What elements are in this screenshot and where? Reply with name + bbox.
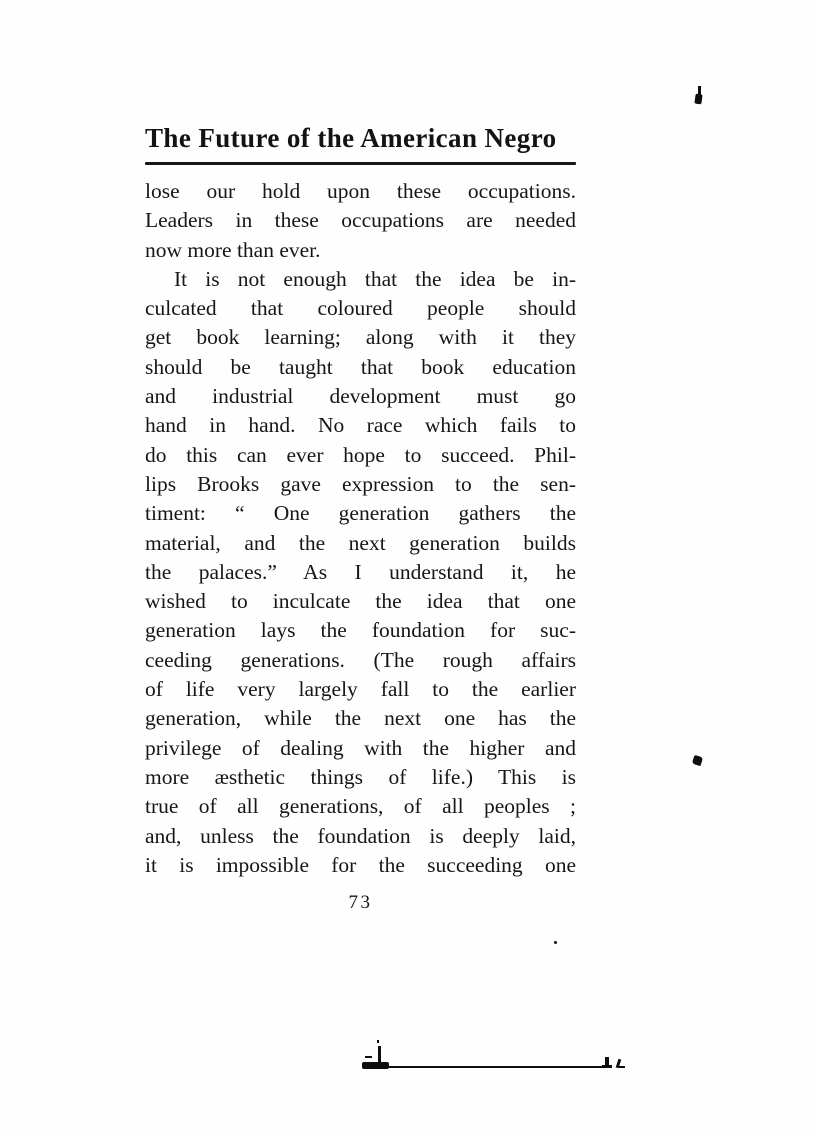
text-line: generation, while the next one has the — [145, 706, 576, 731]
text-line: the palaces.” As I understand it, he — [145, 559, 576, 584]
text-line: generation lays the foundation for suc- — [145, 618, 576, 643]
text-line: Leaders in these occupations are needed — [145, 208, 576, 233]
header-rule — [145, 162, 576, 165]
page-number: 73 — [348, 892, 373, 914]
text-line: material, and the next generation builds — [145, 530, 576, 555]
body-text — [145, 177, 576, 880]
text-line: and, unless the foundation is deeply laid, — [145, 823, 576, 848]
ink-mark-top-right-blob — [694, 94, 702, 105]
text-line: get book learning; along with it they — [145, 325, 576, 350]
text-line: now more than ever. — [145, 237, 321, 262]
text-line: and industrial development must go — [145, 384, 576, 409]
text-line: of life very largely fall to the earlier — [145, 677, 576, 702]
text-line: timent: “ One generation gathers the — [145, 501, 576, 526]
ink-dot-below-page-number — [554, 941, 557, 944]
stray-mark-left-dash — [365, 1056, 372, 1058]
text-line: hand in hand. No race which fails to — [145, 413, 576, 438]
text-line: ceeding generations. (The rough affairs — [145, 647, 576, 672]
text-line: culcated that coloured people should — [145, 296, 576, 321]
text-line: lose our hold upon these occupations. — [145, 179, 576, 203]
stray-mark-right-squiggle-foot — [619, 1066, 625, 1068]
text-line: privilege of dealing with the higher and — [145, 735, 576, 760]
text-block — [145, 123, 576, 914]
stray-underline-bottom — [372, 1066, 612, 1068]
text-line: it is impossible for the succeeding one — [145, 852, 576, 877]
text-line: should be taught that book education — [145, 354, 576, 379]
running-head-title: The Future of the American Negro — [145, 123, 557, 153]
text-line: more æsthetic things of life.) This is — [145, 764, 576, 789]
text-line: do this can ever hope to succeed. Phil- — [145, 442, 576, 467]
ink-mark-right-margin — [692, 755, 703, 766]
text-line: It is not enough that the idea be in- — [174, 266, 576, 291]
stray-mark-right-tick-foot — [602, 1065, 612, 1068]
stray-mark-left-dot — [377, 1040, 379, 1043]
text-line: true of all generations, of all peoples ; — [145, 794, 576, 819]
stray-mark-left-smudge — [362, 1062, 389, 1069]
text-line: lips Brooks gave expression to the sen- — [145, 471, 576, 496]
text-line: wished to inculcate the idea that one — [145, 589, 576, 614]
